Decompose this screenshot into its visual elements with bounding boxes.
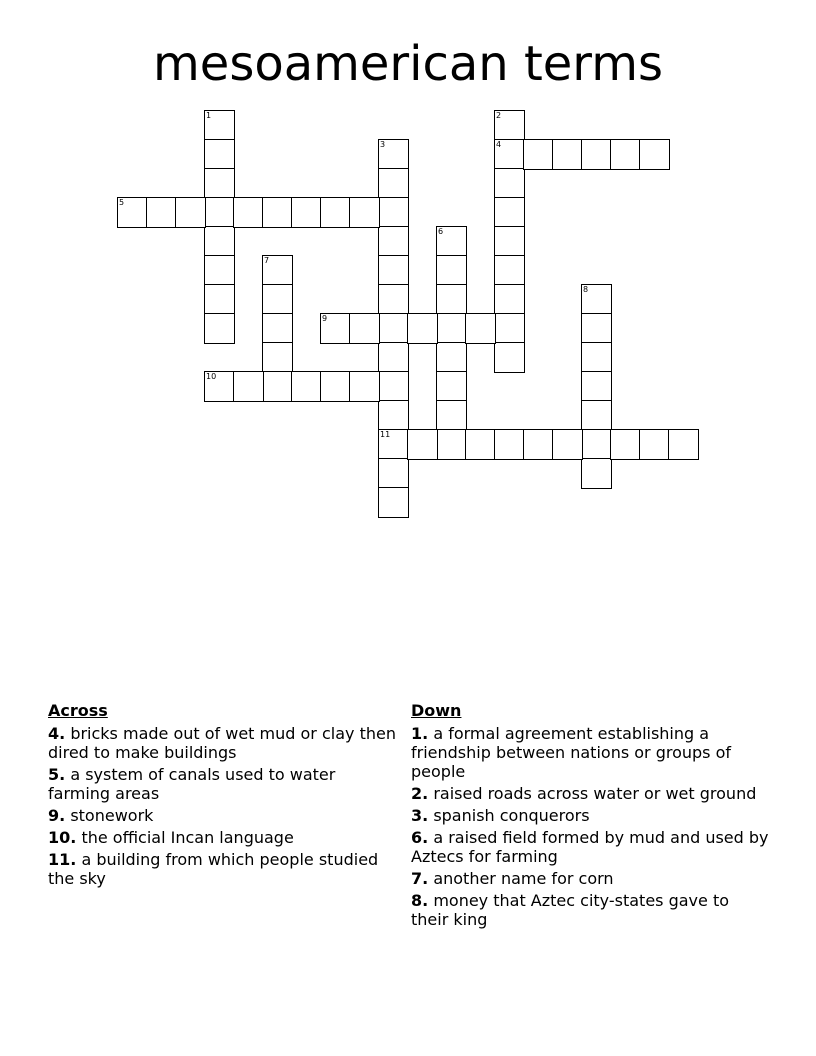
clue-number: 10.	[48, 828, 77, 847]
grid-cell[interactable]	[668, 429, 699, 460]
grid-cell[interactable]	[494, 284, 525, 315]
grid-cell[interactable]	[581, 313, 612, 344]
cell-number: 1	[206, 111, 212, 120]
grid-cell[interactable]	[436, 371, 467, 402]
grid-cell[interactable]	[436, 313, 467, 344]
grid-cell[interactable]	[262, 284, 293, 315]
grid-cell[interactable]	[204, 197, 235, 228]
cell-number: 3	[380, 140, 386, 149]
grid-cell[interactable]	[291, 371, 322, 402]
grid-cell[interactable]	[581, 371, 612, 402]
grid-cell[interactable]	[262, 342, 293, 373]
clue-text: spanish conquerors	[433, 806, 590, 825]
grid-cell[interactable]	[204, 226, 235, 257]
grid-cell[interactable]	[581, 342, 612, 373]
grid-cell[interactable]	[320, 313, 351, 344]
grid-cell[interactable]	[610, 429, 641, 460]
cell-number: 11	[380, 430, 391, 439]
grid-cell[interactable]	[494, 139, 525, 170]
down-heading: Down	[411, 701, 462, 720]
cell-number: 2	[496, 111, 502, 120]
grid-cell[interactable]	[204, 110, 235, 141]
grid-cell[interactable]	[494, 313, 525, 344]
grid-cell[interactable]	[378, 487, 409, 518]
clue-number: 9.	[48, 806, 66, 825]
grid-cell[interactable]	[204, 284, 235, 315]
grid-cell[interactable]	[378, 429, 409, 460]
cell-number: 6	[438, 227, 444, 236]
grid-cell[interactable]	[494, 255, 525, 286]
grid-cell[interactable]	[204, 371, 235, 402]
grid-cell[interactable]	[204, 168, 235, 199]
grid-cell[interactable]	[436, 429, 467, 460]
across-heading: Across	[48, 701, 108, 720]
grid-cell[interactable]	[494, 168, 525, 199]
down-clue-7	[411, 869, 771, 888]
grid-cell[interactable]	[639, 139, 670, 170]
grid-cell[interactable]	[146, 197, 177, 228]
grid-cell[interactable]	[349, 197, 380, 228]
grid-cell[interactable]	[494, 226, 525, 257]
down-clue-3	[411, 806, 771, 825]
clue-text: another name for corn	[433, 869, 614, 888]
clue-number: 4.	[48, 724, 66, 743]
clue-text: stonework	[70, 806, 154, 825]
across-clue-10	[48, 828, 398, 847]
cell-number: 4	[496, 140, 502, 149]
grid-cell[interactable]	[581, 400, 612, 431]
grid-cell[interactable]	[378, 139, 409, 170]
grid-cell[interactable]	[436, 255, 467, 286]
page-title: mesoamerican terms	[153, 36, 663, 92]
clue-number: 8.	[411, 891, 429, 910]
cell-number: 8	[583, 285, 589, 294]
across-clue-5	[48, 765, 398, 803]
grid-cell[interactable]	[552, 139, 583, 170]
grid-cell[interactable]	[175, 197, 206, 228]
grid-cell[interactable]	[494, 197, 525, 228]
across-clue-11	[48, 850, 398, 888]
grid-cell[interactable]	[436, 342, 467, 373]
grid-cell[interactable]	[407, 313, 438, 344]
grid-cell[interactable]	[262, 197, 293, 228]
cell-number: 9	[322, 314, 328, 323]
clue-number: 6.	[411, 828, 429, 847]
across-clues	[48, 701, 398, 891]
clue-number: 11.	[48, 850, 77, 869]
clue-number: 3.	[411, 806, 429, 825]
grid-cell[interactable]	[523, 139, 554, 170]
grid-cell[interactable]	[465, 429, 496, 460]
clue-text: a formal agreement establishing a friendship between nations or groups of people	[411, 724, 732, 781]
grid-cell[interactable]	[349, 371, 380, 402]
grid-cell[interactable]	[378, 371, 409, 402]
across-clue-4	[48, 724, 398, 762]
clue-number: 7.	[411, 869, 429, 888]
grid-cell[interactable]	[494, 110, 525, 141]
grid-cell[interactable]	[349, 313, 380, 344]
clue-text: a raised field formed by mud and used by Aztecs for farming	[411, 828, 769, 866]
down-clue-8	[411, 891, 771, 929]
grid-cell[interactable]	[494, 429, 525, 460]
across-clue-9	[48, 806, 398, 825]
grid-cell[interactable]	[204, 255, 235, 286]
grid-cell[interactable]	[610, 139, 641, 170]
grid-cell[interactable]	[291, 197, 322, 228]
grid-cell[interactable]	[523, 429, 554, 460]
cell-number: 5	[119, 198, 125, 207]
grid-cell[interactable]	[204, 313, 235, 344]
clue-text: a system of canals used to water farming areas	[48, 765, 336, 803]
grid-cell[interactable]	[494, 342, 525, 373]
clue-text: a building from which people studied the sky	[48, 850, 379, 888]
grid-cell[interactable]	[465, 313, 496, 344]
grid-cell[interactable]	[378, 226, 409, 257]
grid-cell[interactable]	[378, 197, 409, 228]
down-clue-2	[411, 784, 771, 803]
down-clue-6	[411, 828, 771, 866]
grid-cell[interactable]	[320, 197, 351, 228]
grid-cell[interactable]	[436, 284, 467, 315]
grid-cell[interactable]	[581, 458, 612, 489]
clue-text: money that Aztec city-states gave to their king	[411, 891, 729, 929]
grid-cell[interactable]	[581, 139, 612, 170]
grid-cell[interactable]	[378, 342, 409, 373]
grid-cell[interactable]	[581, 429, 612, 460]
grid-cell[interactable]	[233, 197, 264, 228]
grid-cell[interactable]	[262, 313, 293, 344]
grid-cell[interactable]	[639, 429, 670, 460]
grid-cell[interactable]	[552, 429, 583, 460]
grid-cell[interactable]	[378, 313, 409, 344]
cell-number: 7	[264, 256, 270, 265]
crossword-grid	[0, 0, 816, 500]
clue-text: raised roads across water or wet ground	[433, 784, 757, 803]
grid-cell[interactable]	[204, 139, 235, 170]
grid-cell[interactable]	[233, 371, 264, 402]
clue-number: 5.	[48, 765, 66, 784]
down-clues	[411, 701, 771, 932]
grid-cell[interactable]	[581, 284, 612, 315]
clue-number: 1.	[411, 724, 429, 743]
grid-cell[interactable]	[262, 371, 293, 402]
grid-cell[interactable]	[262, 255, 293, 286]
grid-cell[interactable]	[407, 429, 438, 460]
grid-cell[interactable]	[378, 168, 409, 199]
cell-number: 10	[206, 372, 217, 381]
clue-number: 2.	[411, 784, 429, 803]
grid-cell[interactable]	[378, 255, 409, 286]
grid-cell[interactable]	[378, 458, 409, 489]
grid-cell[interactable]	[378, 400, 409, 431]
grid-cell[interactable]	[320, 371, 351, 402]
down-clue-1	[411, 724, 771, 781]
grid-cell[interactable]	[117, 197, 148, 228]
grid-cell[interactable]	[436, 226, 467, 257]
grid-cell[interactable]	[378, 284, 409, 315]
clue-text: bricks made out of wet mud or clay then dired to make buildings	[48, 724, 396, 762]
clue-text: the official Incan language	[81, 828, 294, 847]
grid-cell[interactable]	[436, 400, 467, 431]
